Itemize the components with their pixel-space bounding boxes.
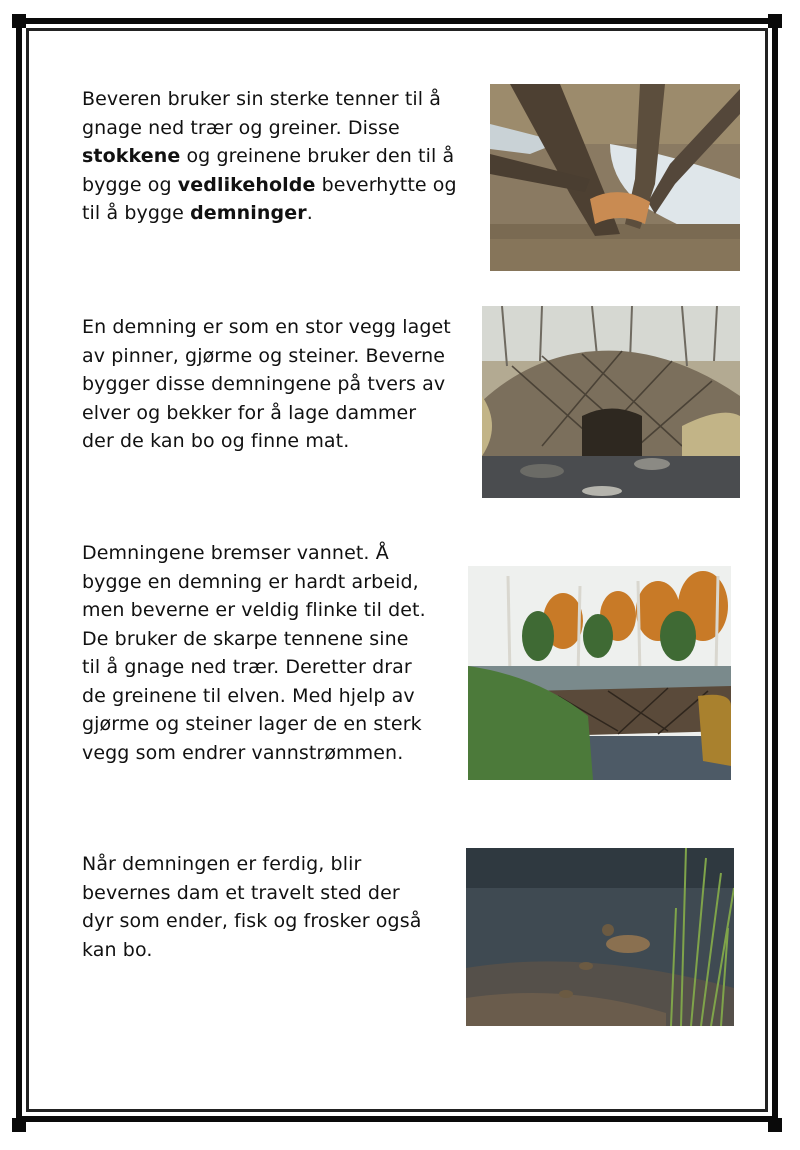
paragraph-pond-life: Når demningen er ferdig, blir bevernes dam et travelt sted der dyr som ender, fisk og frosker også kan bo. xyxy=(82,853,422,961)
paragraph-dam-description: En demning er som en stor vegg laget av pinner, gjørme og steiner. Beverne bygger disse demningene på tvers av elver og bekker for å lage dammer der de kan bo og finne mat. xyxy=(82,316,451,452)
bold-term: stokkene xyxy=(82,145,181,167)
photo-beaver-gnawed-tree xyxy=(490,84,740,271)
frame-corner xyxy=(12,1118,26,1132)
bold-term: demninger xyxy=(190,202,307,224)
photo-duck-with-ducklings xyxy=(466,848,734,1026)
frame-corner xyxy=(768,1118,782,1132)
frame-corner xyxy=(768,14,782,28)
photo-beaver-dam-sticks xyxy=(482,306,740,498)
paragraph-beaver-teeth: Beveren bruker sin sterke tenner til å gnage ned trær og greiner. Disse stokkene og greinene bruker den til å bygge og vedlikeholde beverhytte og til å bygge demninger. xyxy=(82,88,457,224)
photo-beaver-dam-forest-pond xyxy=(468,566,731,780)
bold-term: vedlikeholde xyxy=(177,173,316,196)
paragraph-dam-building: Demningene bremser vannet. Å bygge en demning er hardt arbeid, men beverne er veldig flinke til det. De bruker de skarpe tennene sine til å gnage ned trær. Deretter drar de greinene til elven. Med hjelp av gjørme og steiner lager de en sterk vegg som endrer vannstrømmen. xyxy=(82,542,426,764)
frame-corner xyxy=(12,14,26,28)
